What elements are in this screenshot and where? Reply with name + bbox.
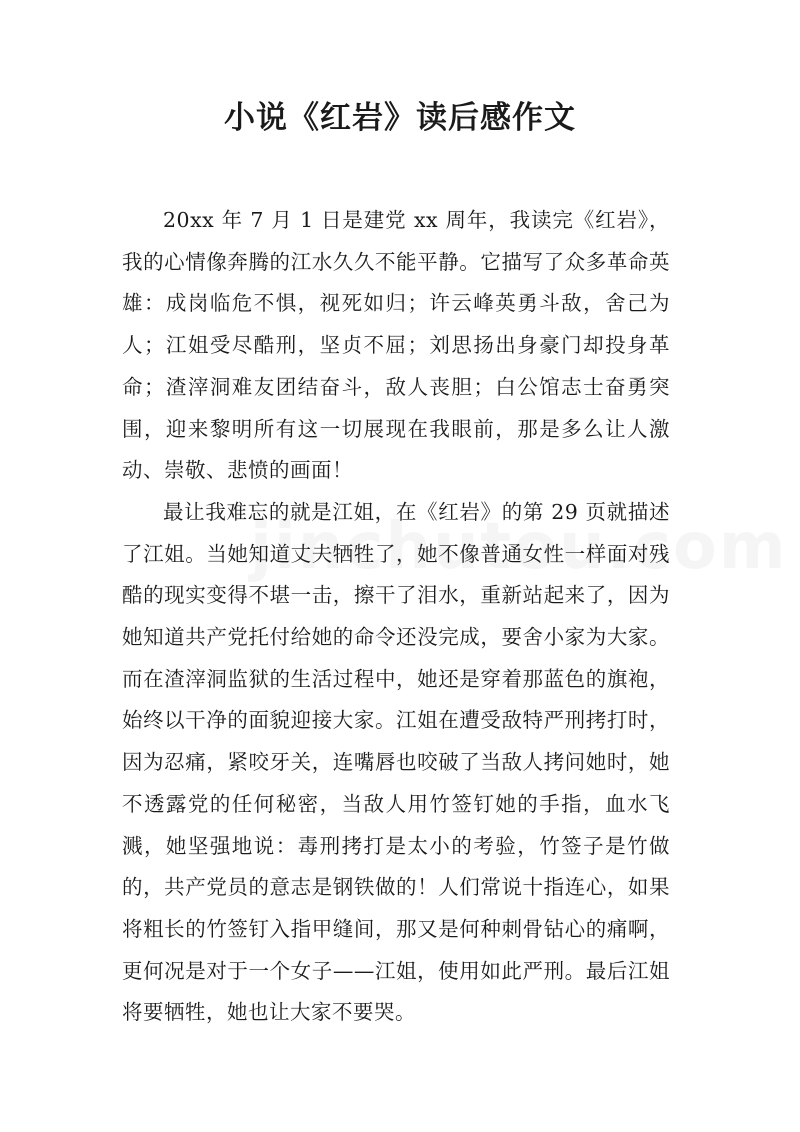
document-title: 小说《红岩》读后感作文 [224, 100, 576, 136]
paragraph-2: 最让我难忘的就是江姐，在《红岩》的第 29 页就描述了江姐。当她知道丈夫牺牲了，她不像普通女性一样面对残酷的现实变得不堪一击，擦干了泪水，重新站起来了，因为她知道共产党托付给她的命令还没完成，要舍小家为大家。而在渣滓洞监狱的生活过程中，她还是穿着那蓝色的旗袍，始终以干净的面貌迎接大家。江姐在遭受敌特严刑拷打时，因为忍痛，紧咬牙关，连嘴唇也咬破了当敌人拷问她时，她不透露党的任何秘密，当敌人用竹签钉她的手指，血水飞溅，她坚强地说：毒刑拷打是太小的考验，竹签子是竹做的，共产党员的意志是钢铁做的！人们常说十指连心，如果将粗长的竹签钉入指甲缝间，那又是何种刺骨钻心的痛啊，更何况是对于一个女子——江姐，使用如此严刑。最后江姐将要牺牲，她也让大家不要哭。 [122, 499, 670, 1025]
paragraph-1: 20xx 年 7 月 1 日是建党 xx 周年，我读完《红岩》，我的心情像奔腾的江水久久不能平静。它描写了众多革命英雄：成岗临危不惧，视死如归；许云峰英勇斗敌，舍己为人；江姐受尽酷刑，坚贞不屈；刘思扬出身豪门却投身革命；渣滓洞难友团结奋斗，敌人丧胆；白公馆志士奋勇突围，迎来黎明所有这一切展现在我眼前，那是多么让人激动、崇敬、悲愤的画面！ [122, 208, 670, 483]
document-body [122, 200, 670, 1034]
